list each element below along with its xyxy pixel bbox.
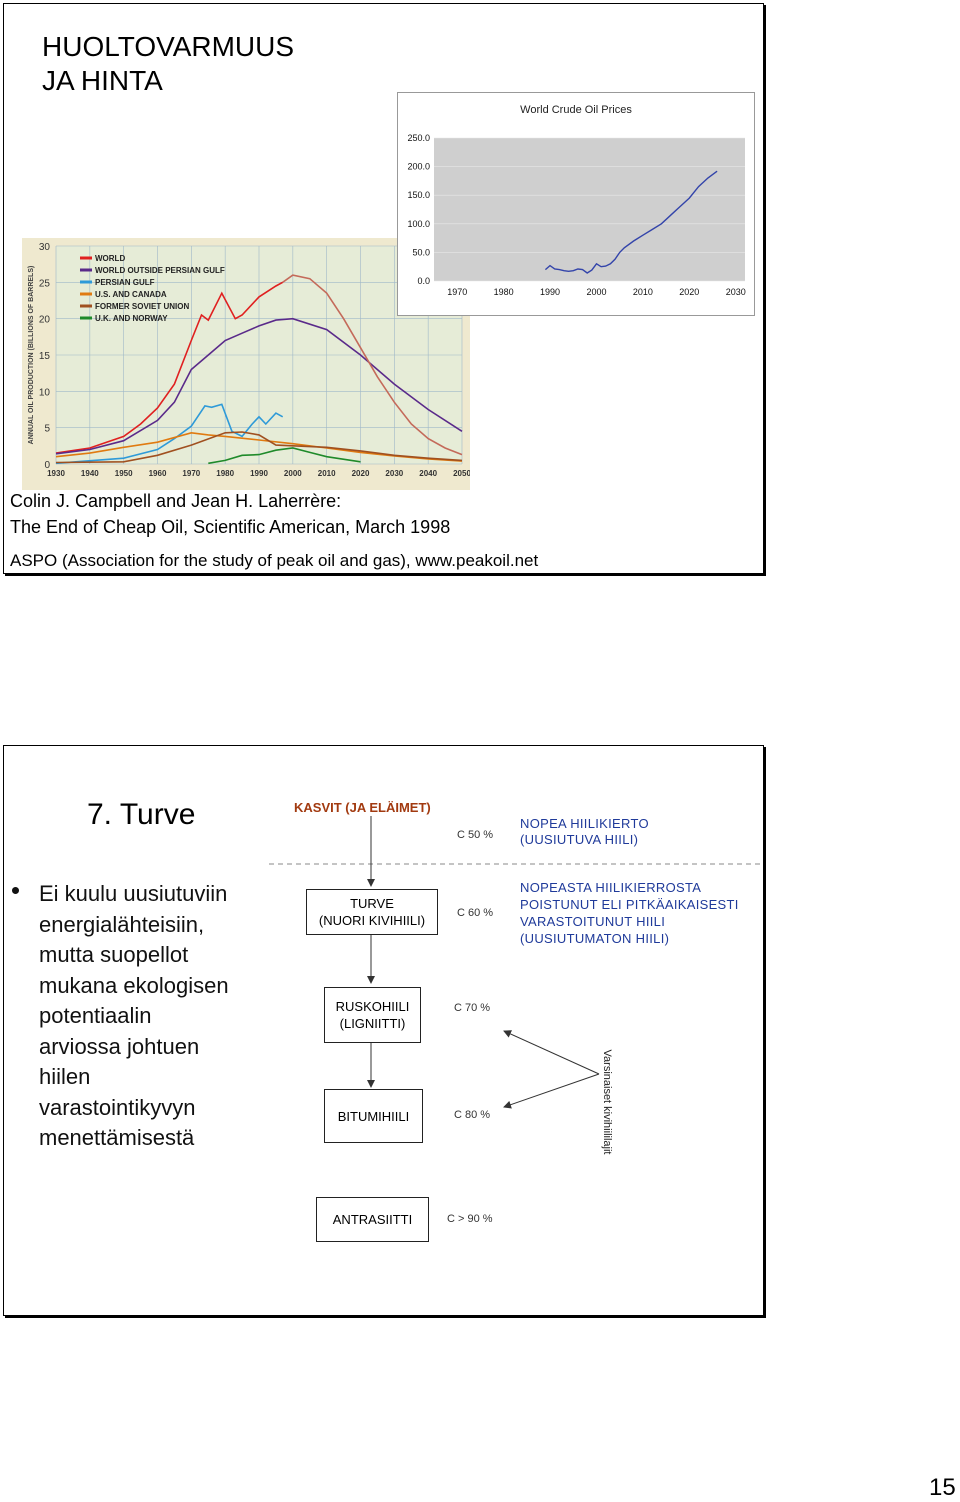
- production-legend-label: U.S. AND CANADA: [95, 290, 167, 299]
- fast-cycle-line-2: (UUSIUTUVA HIILI): [520, 832, 639, 847]
- production-x-tick-label: 1930: [47, 469, 65, 478]
- slide-2-title: 7. Turve: [87, 798, 196, 831]
- node-turve-line-1: TURVE: [350, 896, 394, 911]
- node-ruskohiili: [324, 987, 421, 1043]
- slow-cycle-line-3: VARASTOITUNUT HIILI: [520, 914, 666, 929]
- pct-60-label: C 60 %: [457, 907, 494, 919]
- slow-cycle-line-1: NOPEASTA HIILIKIERROSTA: [520, 880, 702, 895]
- production-x-tick-label: 1940: [80, 469, 99, 478]
- price-y-tick-label: 150.0: [407, 190, 430, 201]
- production-x-tick-label: 1960: [148, 469, 167, 478]
- fast-cycle-line-1: NOPEA HIILIKIERTO: [520, 816, 649, 831]
- bullet-line: varastointikyvyn: [39, 1094, 196, 1120]
- production-y-axis-label: ANNUAL OIL PRODUCTION (BILLIONS OF BARRELS): [28, 265, 35, 445]
- price-y-tick-label: 200.0: [407, 161, 430, 172]
- production-x-tick-label: 1990: [250, 469, 268, 478]
- pct-80-label: C 80 %: [454, 1109, 491, 1121]
- citation-article: The End of Cheap Oil, Scientific American, March 1998: [10, 517, 451, 537]
- production-legend-label: WORLD OUTSIDE PERSIAN GULF: [95, 266, 225, 275]
- slide-1-title-line-2: JA HINTA: [42, 65, 163, 96]
- price-chart-svg: [398, 93, 754, 315]
- price-y-tick-label: 250.0: [407, 133, 430, 143]
- bullet-line: mutta suopellot: [39, 942, 189, 967]
- production-y-tick-label: 25: [38, 278, 50, 290]
- production-x-tick-label: 2020: [351, 469, 370, 478]
- slide-1-title-line-1: HUOLTOVARMUUS: [42, 31, 295, 62]
- production-x-tick-label: 2000: [283, 469, 302, 478]
- slide-2: [3, 745, 764, 1316]
- slide-1: [3, 3, 764, 574]
- price-x-tick-label: 1970: [447, 287, 468, 297]
- production-x-tick-label: 1980: [216, 469, 235, 478]
- price-x-tick-label: 2030: [725, 287, 746, 297]
- production-y-tick-label: 30: [38, 242, 50, 253]
- price-x-tick-label: 1980: [493, 287, 514, 297]
- bullet-line: energialähteisiin,: [39, 911, 205, 937]
- vertical-label-coal-types: Varsinaiset kivihiililajit: [601, 1049, 613, 1155]
- price-y-tick-label: 100.0: [407, 218, 430, 229]
- production-legend-label: FORMER SOVIET UNION: [95, 302, 190, 311]
- citation-aspo: ASPO (Association for the study of peak oil and gas), www.peakoil.net: [10, 551, 539, 570]
- node-antrasiitti: ANTRASIITTI: [316, 1197, 429, 1242]
- price-x-tick-label: 1990: [540, 287, 561, 297]
- bullet-line: mukana ekologisen: [39, 972, 229, 998]
- production-y-tick-label: 15: [38, 351, 50, 362]
- price-y-tick-label: 50.0: [412, 247, 430, 258]
- production-legend-label: WORLD: [95, 254, 126, 263]
- production-x-tick-label: 2050: [453, 469, 470, 478]
- node-rusko-line-1: RUSKOHIILI: [335, 999, 410, 1014]
- production-y-tick-label: 0: [44, 460, 50, 471]
- bullet-line: hiilen: [39, 1064, 91, 1089]
- price-y-tick-label: 0.0: [417, 276, 430, 286]
- slow-cycle-line-4: (UUSIUTUMATON HIILI): [520, 931, 670, 946]
- production-legend-label: U.K. AND NORWAY: [95, 314, 168, 323]
- plants-label: KASVIT (JA ELÄIMET): [294, 800, 431, 815]
- production-x-tick-label: 1970: [182, 469, 201, 478]
- bullet-line: Ei kuulu uusiutuviin: [39, 881, 228, 906]
- price-plot-area: [434, 138, 745, 281]
- price-x-tick-label: 2020: [679, 287, 700, 297]
- pct-90-label: C > 90 %: [447, 1213, 493, 1225]
- bullet-line: arviossa johtuen: [39, 1033, 200, 1059]
- production-x-tick-label: 1950: [114, 469, 133, 478]
- price-x-tick-label: 2010: [632, 287, 653, 297]
- pct-50-label: C 50 %: [457, 829, 494, 841]
- bullet-line: potentiaalin: [39, 1003, 152, 1028]
- page-number: 15: [929, 1474, 956, 1501]
- production-y-tick-label: 20: [38, 314, 50, 326]
- production-y-tick-label: 10: [38, 387, 50, 399]
- bullet-line: menettämisestä: [39, 1125, 195, 1150]
- production-x-tick-label: 2010: [317, 469, 336, 478]
- node-turve: [306, 889, 438, 935]
- price-chart-title: World Crude Oil Prices: [520, 104, 632, 116]
- production-legend-label: PERSIAN GULF: [95, 278, 155, 287]
- node-bitumihiili: BITUMIHIILI: [324, 1089, 423, 1143]
- citation-authors: Colin J. Campbell and Jean H. Laherrère:: [10, 491, 342, 511]
- node-rusko-line-2: (LIGNIITTI): [339, 1016, 406, 1031]
- production-x-tick-label: 2030: [385, 469, 404, 478]
- pct-70-label: C 70 %: [454, 1002, 491, 1014]
- node-turve-line-2: (NUORI KIVIHIILI): [318, 913, 426, 928]
- production-y-tick-label: 5: [44, 423, 50, 435]
- arrow-to-pct-80: [504, 1074, 599, 1107]
- price-x-tick-label: 2000: [586, 287, 607, 297]
- slow-cycle-line-2: POISTUNUT ELI PITKÄAIKAISESTI: [520, 897, 739, 912]
- production-x-tick-label: 2040: [419, 469, 438, 478]
- price-chart: [397, 92, 755, 316]
- arrow-to-pct-70: [504, 1031, 599, 1074]
